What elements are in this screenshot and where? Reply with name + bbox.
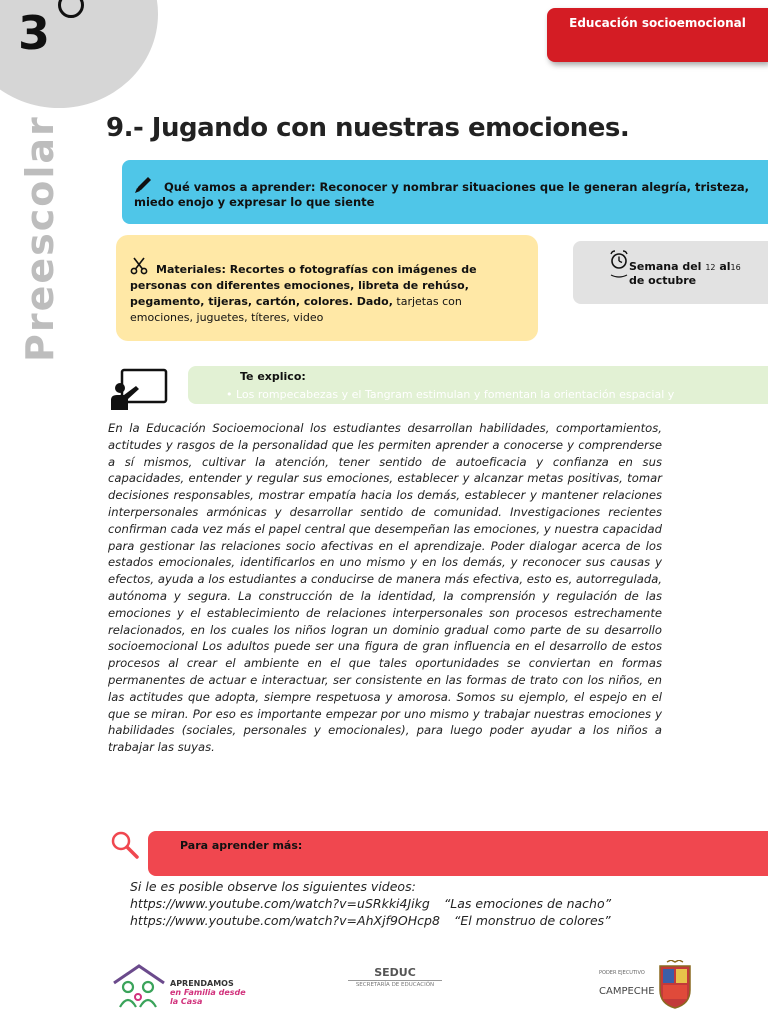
logo-left-line1: APRENDAMOS xyxy=(170,979,234,988)
video-item xyxy=(130,912,611,929)
aprendamos-logo xyxy=(110,963,246,1009)
subject-tab xyxy=(547,8,768,62)
pencil-icon xyxy=(134,176,154,194)
presentation-icon xyxy=(110,368,168,410)
seduc-logo xyxy=(348,966,442,988)
materials-text-block xyxy=(130,257,524,326)
explain-clipped-text: • Los rompecabezas y el Tangram estimulan y fomentan la orientación espacial y xyxy=(226,388,675,401)
magnifier-icon xyxy=(110,830,140,860)
learn-text-block xyxy=(134,176,758,210)
more-title: Para aprender más: xyxy=(180,839,303,852)
video-link[interactable]: https://www.youtube.com/watch?v=uSRkki4Jikg xyxy=(130,896,430,911)
logo-left-line3: la Casa xyxy=(170,997,203,1006)
side-label-preescolar: Preescolar xyxy=(18,115,62,362)
video-item xyxy=(130,895,611,912)
week-prefix: Semana del xyxy=(629,260,702,273)
main-paragraph: En la Educación Socioemocional los estudiantes desarrollan habilidades, comportamientos, actitudes y rasgos de la personalidad que les permiten aprender a conocerse y comprenderse a sí mismos, cultivar la atención, tener sentido de autoeficacia y confianza en sus capacidades, entender y regular sus emociones, establecer y alcanzar metas positivas, tomar decisiones responsables, mostrar empatía hacia los demás, establecer y mantener relaciones interpersonales armónicas y desarrollar sentido de comunidad. Investigaciones recientes confirman cada vez más el papel central que desempeñan las emociones, y nuestra capacidad para gestionar las relaciones socio afectivas en el aprendizaje. Poder dialogar acerca de los estados emocionales, identificarlos en uno mismo y en los demás, y reconocer sus causas y efectos, ayuda a los estudiantes a conducirse de manera más efectiva, esto es, autorregulada, autónoma y segura. La construcción de la identidad, la comprensión y regulación de las emociones y el establecimiento de relaciones interpersonales son procesos estrechamente relacionados, en los cuales los niños logran un dominio gradual como parte de su desarrollo socioemocional Los adultos puede ser una figura de gran influencia en el desarrollo de estos procesos al crear el ambiente en el que tales oportunidades se conviertan en formas permanentes de actuar e interactuar, ser consistente en las formas de trato con los niños, en las actitudes que adopta, siempre respetuosa y amorosa. Somos su ejemplo, el espejo en el que se miran. Por eso es importante empezar por uno mismo y trabajar nuestras emociones y habilidades (sociales, personales y emocionales), para luego poder ayudar a los niños a trabajar las suyas. xyxy=(108,421,662,755)
materials-bold-text: Materiales: Recortes o fotografías con imágenes de personas con diferentes emociones, libreta de rehúso, pegamento, tijeras, cartón, colores. Dado, xyxy=(130,263,477,308)
seduc-title: SEDUC xyxy=(374,966,416,979)
scissors-icon xyxy=(130,257,148,275)
week-box xyxy=(573,241,768,304)
explain-box xyxy=(188,366,768,404)
materials-normal-text: tarjetas con emociones, juguetes, títeres, video xyxy=(130,295,462,324)
logo-left-line2: en Familia desde xyxy=(170,988,246,997)
explain-title: Te explico: xyxy=(240,370,306,383)
materials-box xyxy=(116,235,538,341)
campeche-line2: CAMPECHE xyxy=(599,986,655,997)
videos-section xyxy=(130,878,611,929)
more-box xyxy=(148,831,768,876)
week-day-start: 12 xyxy=(705,263,716,272)
video-name: “Las emociones de nacho” xyxy=(443,896,612,911)
week-day-end: 16 xyxy=(730,263,741,272)
video-name: “El monstruo de colores” xyxy=(453,913,611,928)
week-month: de octubre xyxy=(629,274,697,287)
lesson-title: 9.- Jugando con nuestras emociones. xyxy=(106,113,630,143)
campeche-logo xyxy=(597,960,697,1012)
video-link[interactable]: https://www.youtube.com/watch?v=AhXjf9OHcp8 xyxy=(130,913,440,928)
campeche-line1: PODER EJECUTIVO xyxy=(599,970,645,976)
seduc-subtitle: SECRETARÍA DE EDUCACIÓN xyxy=(348,980,442,988)
grade-number: 3 xyxy=(18,6,51,60)
family-house-icon xyxy=(110,963,168,1009)
videos-intro: Si le es posible observe los siguientes videos: xyxy=(130,879,416,894)
campeche-crest-icon xyxy=(657,960,693,1010)
week-range xyxy=(629,260,741,273)
alarm-clock-icon xyxy=(609,249,629,279)
learn-box xyxy=(122,160,768,224)
week-connector: al xyxy=(719,260,731,273)
subject-label: Educación socioemocional xyxy=(569,16,746,30)
learn-text: Qué vamos a aprender: Reconocer y nombrar situaciones que le generan alegría, tristeza, miedo enojo y expresar lo que siente xyxy=(134,180,750,209)
